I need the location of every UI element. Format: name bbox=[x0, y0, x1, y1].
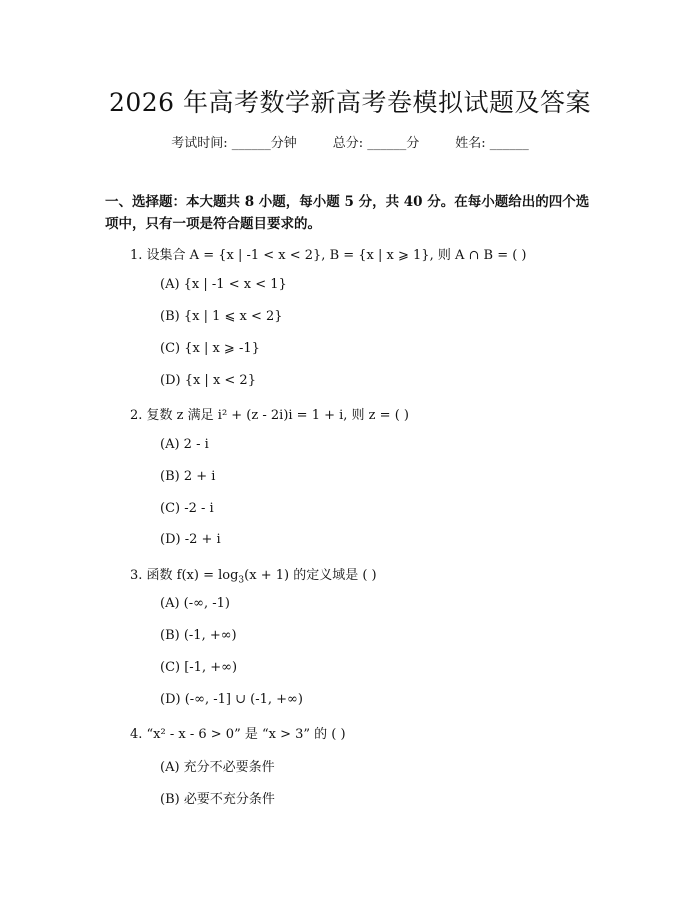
question-4-option-a: (A) 充分不必要条件 bbox=[160, 760, 275, 775]
question-2-option-d: (D) -2 + i bbox=[160, 532, 221, 547]
question-3-option-b: (B) (-1, +∞) bbox=[160, 628, 237, 643]
question-3-stem-end: (x + 1) 的定义域是 ( ) bbox=[244, 568, 377, 583]
section-heading: 一、选择题：本大题共 8 小题，每小题 5 分，共 40 分。在每小题给出的四个选项中，只有一项是符合题目要求的。 bbox=[105, 194, 590, 232]
question-3-stem-start: 3. 函数 f(x) = log bbox=[130, 568, 239, 583]
question-3-option-d: (D) (-∞, -1] ∪ (-1, +∞) bbox=[160, 692, 303, 707]
exam-title: 2026 年高考数学新高考卷模拟试题及答案 bbox=[108, 88, 592, 117]
question-2-option-a: (A) 2 - i bbox=[160, 437, 209, 452]
question-3-stem bbox=[130, 564, 377, 586]
question-1-option-b: (B) {x | 1 ⩽ x < 2} bbox=[160, 309, 283, 324]
question-4-stem: 4. “x² - x - 6 > 0” 是 “x > 3” 的 ( ) bbox=[130, 727, 346, 742]
question-1-option-d: (D) {x | x < 2} bbox=[160, 373, 256, 388]
student-name-field: 姓名: ______ bbox=[455, 136, 529, 151]
question-3-option-a: (A) (-∞, -1) bbox=[160, 596, 230, 611]
question-3-option-c: (C) [-1, +∞) bbox=[160, 660, 238, 675]
total-score-field: 总分: ______分 bbox=[332, 136, 420, 151]
question-1-option-a: (A) {x | -1 < x < 1} bbox=[160, 277, 287, 292]
question-2-stem: 2. 复数 z 满足 i² + (z - 2i)i = 1 + i, 则 z = ( ) bbox=[130, 408, 409, 423]
question-4-option-b: (B) 必要不充分条件 bbox=[160, 792, 275, 807]
question-1-stem: 1. 设集合 A = {x | -1 < x < 2}, B = {x | x ⩾ 1}, 则 A ∩ B = ( ) bbox=[130, 248, 527, 263]
question-2-option-c: (C) -2 - i bbox=[160, 501, 214, 516]
exam-meta bbox=[0, 132, 700, 151]
exam-time-field: 考试时间: ______分钟 bbox=[171, 136, 297, 151]
question-1-option-c: (C) {x | x ⩾ -1} bbox=[160, 341, 260, 356]
log-base: 3 bbox=[238, 575, 245, 586]
question-2-option-b: (B) 2 + i bbox=[160, 469, 216, 484]
